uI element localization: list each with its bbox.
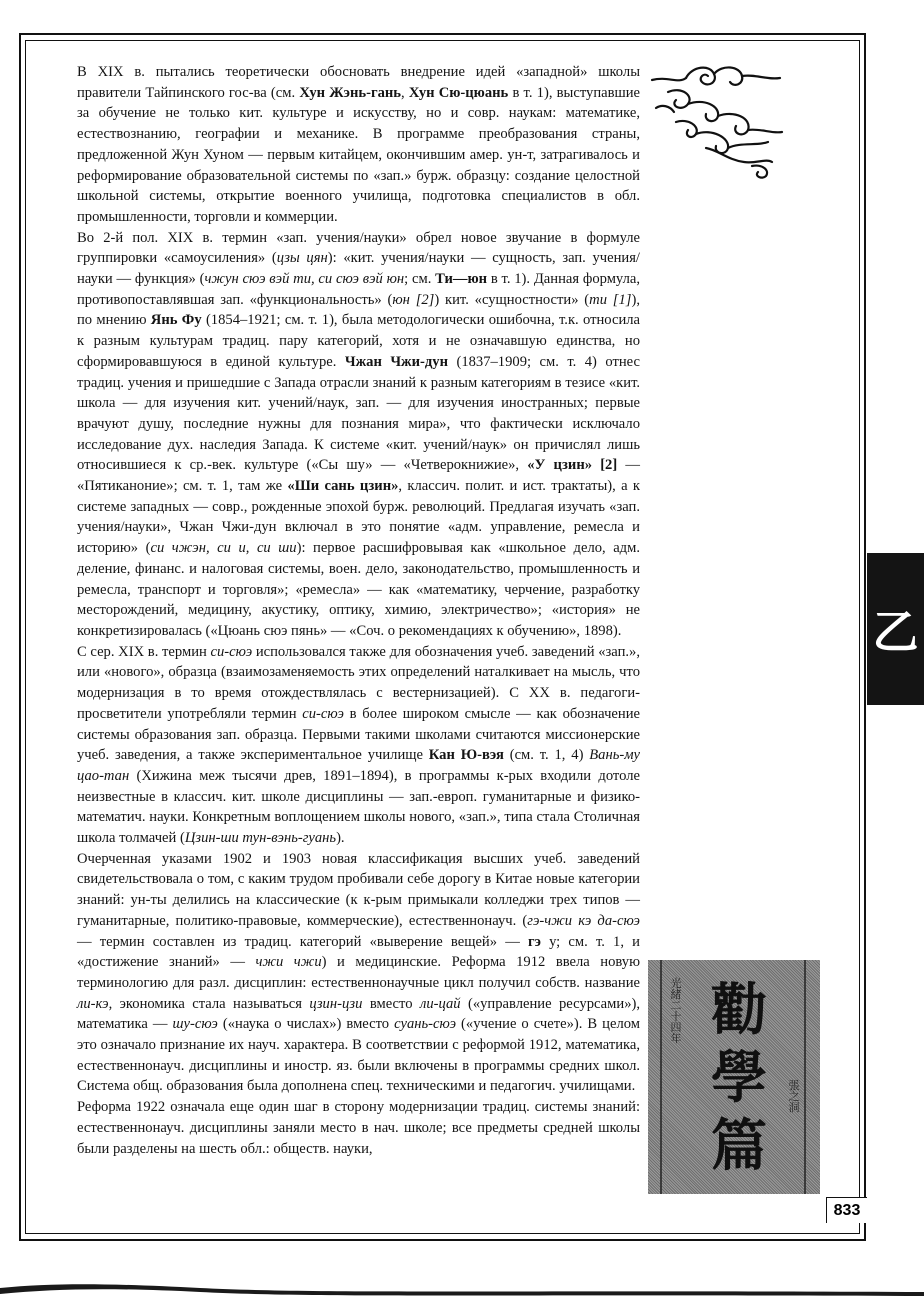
calligraphy-char: 學: [711, 1045, 767, 1111]
text-run: , классич. полит. и ист. трактаты), а к системе западных — совр., рожденные эпохой бурж. революций. Предлагая изучать «зап. учения/науки», Чжан Чжи-дун включал в это понятие «адм. управление, ремесла и историю» (: [77, 478, 640, 557]
italic-term: юн [2]: [392, 291, 435, 308]
bold-term: Янь Фу: [150, 312, 202, 329]
text-run: С сер. XIX в. термин: [77, 643, 211, 660]
bold-term: Хун Жэнь-гань: [299, 84, 401, 101]
page-number: 833: [826, 1197, 867, 1223]
text-run: («наука о числах») вместо: [217, 1016, 395, 1033]
text-run: в т. 1). Данная формула, противопоставлявшая зап. «функциональность» (: [77, 271, 640, 308]
bold-term: Хун Сю-цюань: [408, 84, 509, 101]
italic-term: шу-сюэ: [172, 1016, 218, 1033]
italic-term: ли-кэ: [77, 995, 109, 1012]
text-run: ,: [401, 84, 409, 101]
text-run: — термин составлен из традиц. категорий «выверение вещей» —: [77, 933, 528, 950]
italic-term: чжун сюэ вэй ти, си сюэ вэй юн: [204, 271, 405, 288]
italic-term: си-сюэ: [210, 643, 253, 660]
bold-term: «У цзин» [2]: [527, 457, 618, 474]
text-run: , экономика стала называться: [108, 995, 310, 1012]
text-run: ): «кит. учения/науки — сущность, зап. учения/науки — функция» (: [77, 250, 640, 288]
text-run: ), по мнению: [77, 291, 640, 329]
text-run: ): первое расшифровывая как «школьное дело, адм. деление, финанс. и налоговая системы, воен. дело, законодательство, промышленность и ремесла, транспорт и торговля»; «ремесла» — как «математику, черчение, разработку месторождений, медицину, акустику, оптику, химию, электричество»; «история» не конкретизировалась («Цюань сюэ пянь» — «Соч. о рекомендациях к обучению», 1898).: [77, 540, 640, 639]
text-run: вместо: [362, 995, 420, 1012]
paragraph: [77, 849, 640, 1097]
text-run: ) и медицинские. Реформа 1912 ввела новую терминологию для разл. дисциплин: естественнонаучные цикл получил собств. название: [77, 954, 640, 991]
cloud-ornament-icon: [648, 62, 786, 180]
text-run: ; см.: [404, 271, 436, 288]
text-run: ) кит. «сущностности» (: [434, 291, 590, 308]
article-body: [77, 62, 640, 1159]
calligraphy-inscription-left: 光緒二十四年: [670, 977, 682, 1045]
calligraphy-main-characters: [704, 976, 774, 1180]
bold-term: «Ши сань цзин»: [287, 478, 399, 495]
text-run: (1854–1921; см. т. 1), была методологически ошибочна, т.к. относила к разным культурам традиц. пару категорий, хотя и не означавшую единства, но сформировавшуюся в единой культуре.: [77, 312, 641, 370]
text-run: ).: [336, 830, 345, 847]
italic-term: цзы цян: [276, 250, 328, 267]
bold-term: Чжан Чжи-дун: [344, 353, 448, 370]
scan-artifact: [0, 1278, 924, 1300]
scroll-border-line: [660, 960, 662, 1194]
italic-term: Цзин-ши тун-вэнь-гуань: [184, 830, 337, 847]
text-run: (1837–1909; см. т. 4) отнес традиц. учения и пришедшие с Запада отрасли знаний к разным категориям в тезисе «кит. школа — для изучения кит. учений/наук, зап. — для изучения иностранных; первые врачуют душу, последние нужны для познания мира», что фактически исключало исследование дух. наследия Запада. К системе «кит. учений/наук» он причислял лишь относившиеся к ср.-век. культуре («Сы шу» — «Четверокнижие»,: [77, 353, 640, 474]
text-run: использовался также для обозначения учеб. заведений «зап.», или «нового», образца (взаимозаменяемость этих определений наталкивает на мысль, что модернизация в то время отождествлялась с вестернизацией). С XX в. педагоги-просветители употребляли термин: [77, 643, 640, 722]
italic-term: чжи чжи: [255, 954, 322, 971]
paragraph: [77, 62, 640, 228]
bold-term: Кан Ю-вэя: [428, 747, 504, 764]
italic-term: ли-цай: [419, 995, 461, 1012]
paragraph: [77, 1097, 640, 1159]
text-run: в более широком смысле — как обозначение системы образования зап. образца. Первыми такими школами считаются миссионерские учеб. заведения, а также экспериментальное училище: [77, 705, 640, 764]
italic-term: Вань-му цао-тан: [77, 747, 641, 784]
italic-term: гэ-чжи кэ да-сюэ: [527, 912, 640, 929]
text-run: («управление ресурсами»), математика —: [77, 995, 640, 1033]
text-run: — «Пятиканоние»; см. т. 1, там же: [77, 457, 640, 495]
text-run: Реформа 1922 означала еще один шаг в сторону модернизации традиц. системы знаний: естественнонауч. дисциплины заняли место в нач. школе; все предметы средней школы были разделены на шесть обл.: обществ. науки,: [77, 1099, 640, 1157]
text-run: Во 2-й пол. XIX в. термин «зап. учения/науки» обрел новое звучание в формуле группировки «самоусиления» (: [77, 229, 640, 267]
scroll-border-line: [804, 960, 806, 1194]
text-run: в т. 1), выступавшие за обучение не только кит. культуре и искусству, но и совр. наукам: математике, естествознанию, географии и механике. В программе преобразования страны, предложенной Жун Хуном — первым китайцем, окончившим амер. ун-т, затрагивалось и реформирование образовательной системы по «зап.» бурж. образцу: создание целостной школьной системы, открытие военного училища, подготовка специалистов в обл. промышленности, торговли и коммерции.: [77, 84, 641, 225]
text-run: В XIX в. пытались теоретически обосновать внедрение идей «западной» школы правители Тайпинского гос-ва (см.: [77, 64, 640, 101]
italic-term: си-сюэ: [302, 705, 344, 722]
calligraphy-char: 勸: [711, 977, 767, 1043]
bold-term: гэ: [527, 933, 541, 950]
section-tab-char: 乙: [872, 605, 919, 659]
italic-term: цзин-цзи: [309, 995, 363, 1012]
text-run: Очерченная указами 1902 и 1903 новая классификация высших учеб. заведений свидетельствовала о том, с каким трудом пробивали себе дорогу в Китае новые категории знаний: ун-ты делились на классические (к к-рым примыкали колледжи трех типов — гуманитарные, политико-правовые, коммерческие), естественнонауч. (: [77, 850, 640, 929]
paragraph: [77, 228, 640, 642]
italic-term: суань-сюэ: [394, 1016, 457, 1033]
paragraph: [77, 642, 640, 849]
calligraphy-inscription-right: 張之洞: [788, 1079, 800, 1114]
calligraphy-illustration: [648, 960, 820, 1194]
calligraphy-char: 篇: [711, 1113, 767, 1179]
text-run: (Хижина меж тысячи древ, 1891–1894), в программы к-рых входили дотоле неизвестные в классич. кит. школе дисциплины — зап.-европ. гуманитарные и физико-математич. науки. Конкретным воплощением школы нового, «зап.», типа стала Столичная школа толмачей (: [77, 767, 640, 847]
text-run: (см. т. 1, 4): [503, 747, 590, 764]
bold-term: Ти—юн: [435, 271, 488, 288]
section-tab: [867, 553, 924, 705]
italic-term: ти [1]: [589, 291, 632, 308]
text-run: у; см. т. 1, и «достижение знаний» —: [77, 933, 640, 971]
text-run: («учение о счете»). В целом это означало признание их науч. характера. В соответствии с реформой 1912, математика, естественнонауч. дисциплины и иностр. яз. были включены в программы средних школ. Система общ. образования была дополнена спец. техническими и педагогич. училищами.: [77, 1016, 641, 1095]
italic-term: си чжэн, си и, си ши: [150, 540, 297, 557]
